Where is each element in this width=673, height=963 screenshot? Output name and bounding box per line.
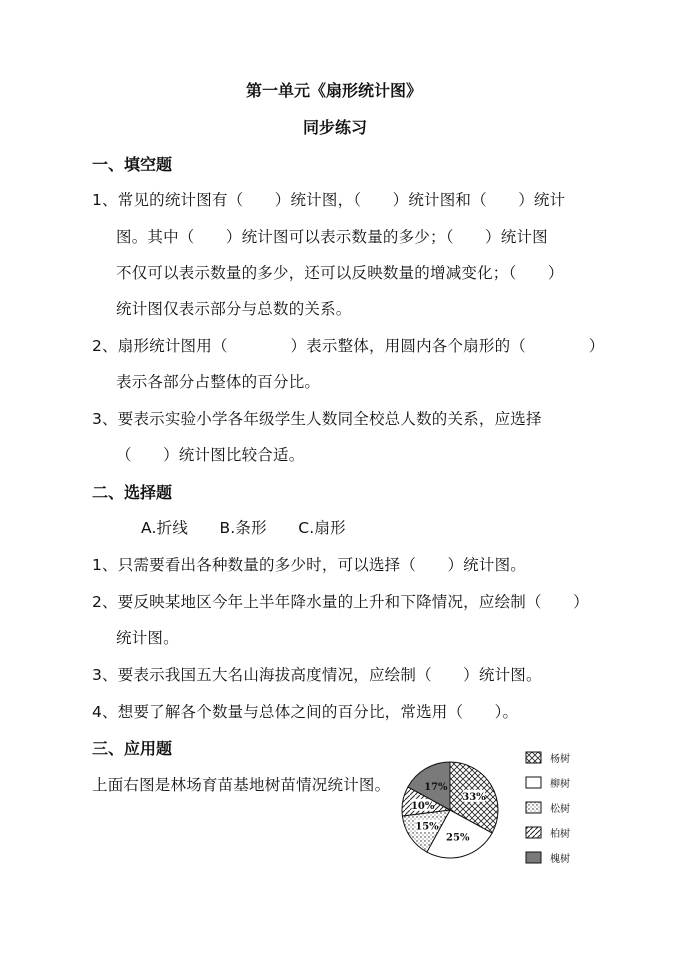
- section-heading-choice: 二、选择题: [92, 483, 173, 502]
- pie-chart: [400, 740, 600, 875]
- section-heading-fill-blank: 一、填空题: [92, 155, 173, 174]
- legend-label-柏树: 柏树: [550, 829, 570, 840]
- legend-label-杨树: 杨树: [550, 754, 570, 765]
- question-line: 1、常见的统计图有（ ）统计图，（ ）统计图和（ ）统计: [92, 191, 566, 209]
- question-line: 不仅可以表示数量的多少，还可以反映数量的增减变化；（ ）: [116, 264, 564, 282]
- legend-swatch-柳树: [526, 777, 541, 788]
- legend-label-柳树: 柳树: [550, 779, 570, 790]
- application-text: 上面右图是林场育苗基地树苗情况统计图。: [92, 776, 391, 794]
- question-line: 4、想要了解各个数量与总体之间的百分比，常选用（ ）。: [92, 703, 519, 721]
- pie-slice-label: 33%: [462, 791, 486, 803]
- question-line: （ ）统计图比较合适。: [116, 446, 305, 464]
- pie-slice-label: 10%: [410, 800, 435, 812]
- page-subtitle: 同步练习: [303, 118, 368, 137]
- question-line: 1、只需要看出各种数量的多少时，可以选择（ ）统计图。: [92, 556, 526, 574]
- question-line: 2、扇形统计图用（ ）表示整体，用圆内各个扇形的（ ）: [92, 337, 605, 355]
- pie-slice-label: 17%: [424, 782, 448, 794]
- question-line: 统计图。: [116, 629, 179, 647]
- section-heading-application: 三、应用题: [92, 739, 173, 758]
- pie-slice-label: 25%: [446, 832, 470, 844]
- legend-label-槐树: 槐树: [550, 854, 570, 865]
- question-line: 表示各部分占整体的百分比。: [116, 373, 321, 391]
- question-line: 统计图仅表示部分与总数的关系。: [116, 300, 352, 318]
- question-line: 3、要表示实验小学各年级学生人数同全校总人数的关系，应选择: [92, 410, 542, 428]
- legend-swatch-槐树: [526, 852, 541, 863]
- pie-slice-label: 15%: [415, 821, 439, 833]
- question-line: 图。其中（ ）统计图可以表示数量的多少；（ ）统计图: [116, 228, 548, 246]
- page-title: 第一单元《扇形统计图》: [246, 81, 423, 100]
- legend-label-松树: 松树: [550, 804, 570, 815]
- legend-swatch-柏树: [526, 827, 541, 838]
- choice-options: A.折线 B.条形 C.扇形: [141, 519, 346, 537]
- legend-swatch-松树: [526, 802, 541, 813]
- legend-swatch-杨树: [526, 752, 541, 763]
- question-line: 3、要表示我国五大名山海拔高度情况，应绘制（ ）统计图。: [92, 666, 542, 684]
- question-line: 2、要反映某地区今年上半年降水量的上升和下降情况，应绘制（ ）: [92, 593, 589, 611]
